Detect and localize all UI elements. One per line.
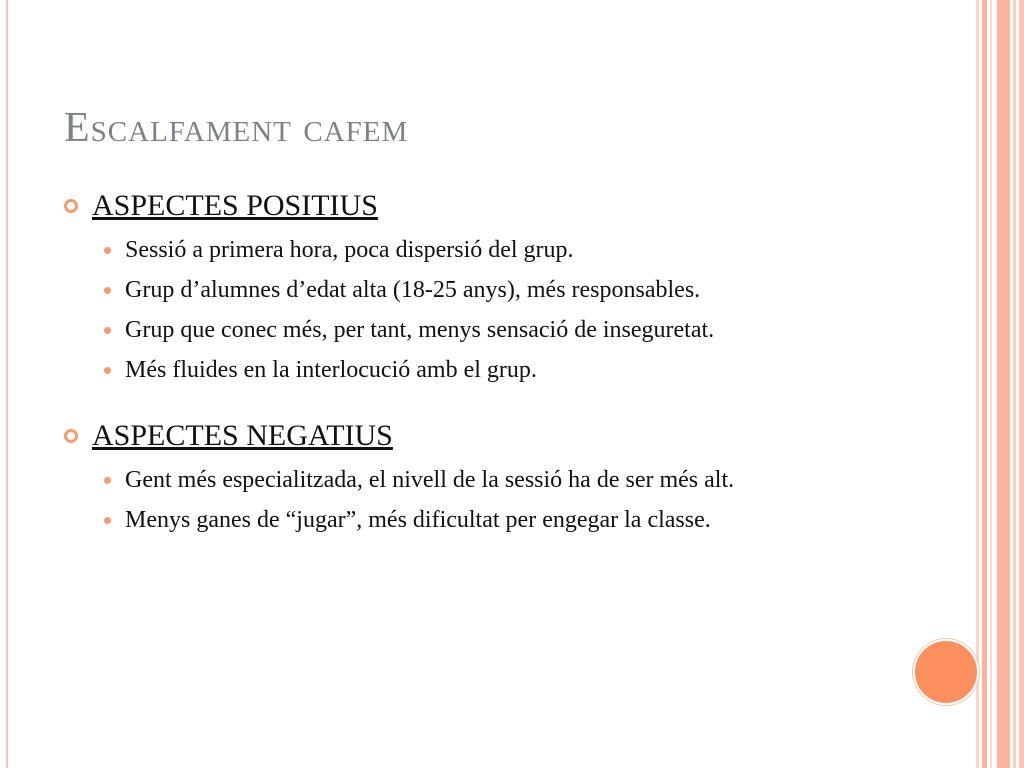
decorative-circle [913,639,979,705]
bullet-list [64,234,884,386]
ring-bullet-icon [64,429,78,443]
dot-bullet-icon [104,517,111,524]
slide-title: Escalfament cafem [64,105,409,151]
list-item-text: Sessió a primera hora, poca dispersió del grup. [125,237,574,263]
section-positius [64,186,884,386]
dot-bullet-icon [104,327,111,334]
decorative-stripes [976,0,1024,768]
list-item [104,314,884,346]
left-border-line [6,0,8,768]
list-item-text: Grup que conec més, per tant, menys sensació de inseguretat. [125,317,715,343]
list-item-text: Gent més especialitzada, el nivell de la sessió ha de ser més alt. [125,467,735,493]
dot-bullet-icon [104,477,111,484]
slide-content [64,186,884,566]
bullet-list [64,464,884,536]
dot-bullet-icon [104,247,111,254]
section-heading-row [64,416,884,456]
list-item-text: Grup d’alumnes d’edat alta (18-25 anys), més responsables. [125,277,701,303]
list-item [104,504,884,536]
dot-bullet-icon [104,367,111,374]
list-item [104,274,884,306]
list-item [104,354,884,386]
section-heading: ASPECTES POSITIUS [92,189,378,222]
section-heading-row [64,186,884,226]
list-item-text: Menys ganes de “jugar”, més dificultat per engegar la classe. [125,507,711,533]
section-negatius [64,416,884,536]
list-item [104,234,884,266]
dot-bullet-icon [104,287,111,294]
list-item [104,464,884,496]
list-item-text: Més fluides en la interlocució amb el grup. [125,357,537,383]
ring-bullet-icon [64,199,78,213]
section-heading: ASPECTES NEGATIUS [92,419,393,452]
